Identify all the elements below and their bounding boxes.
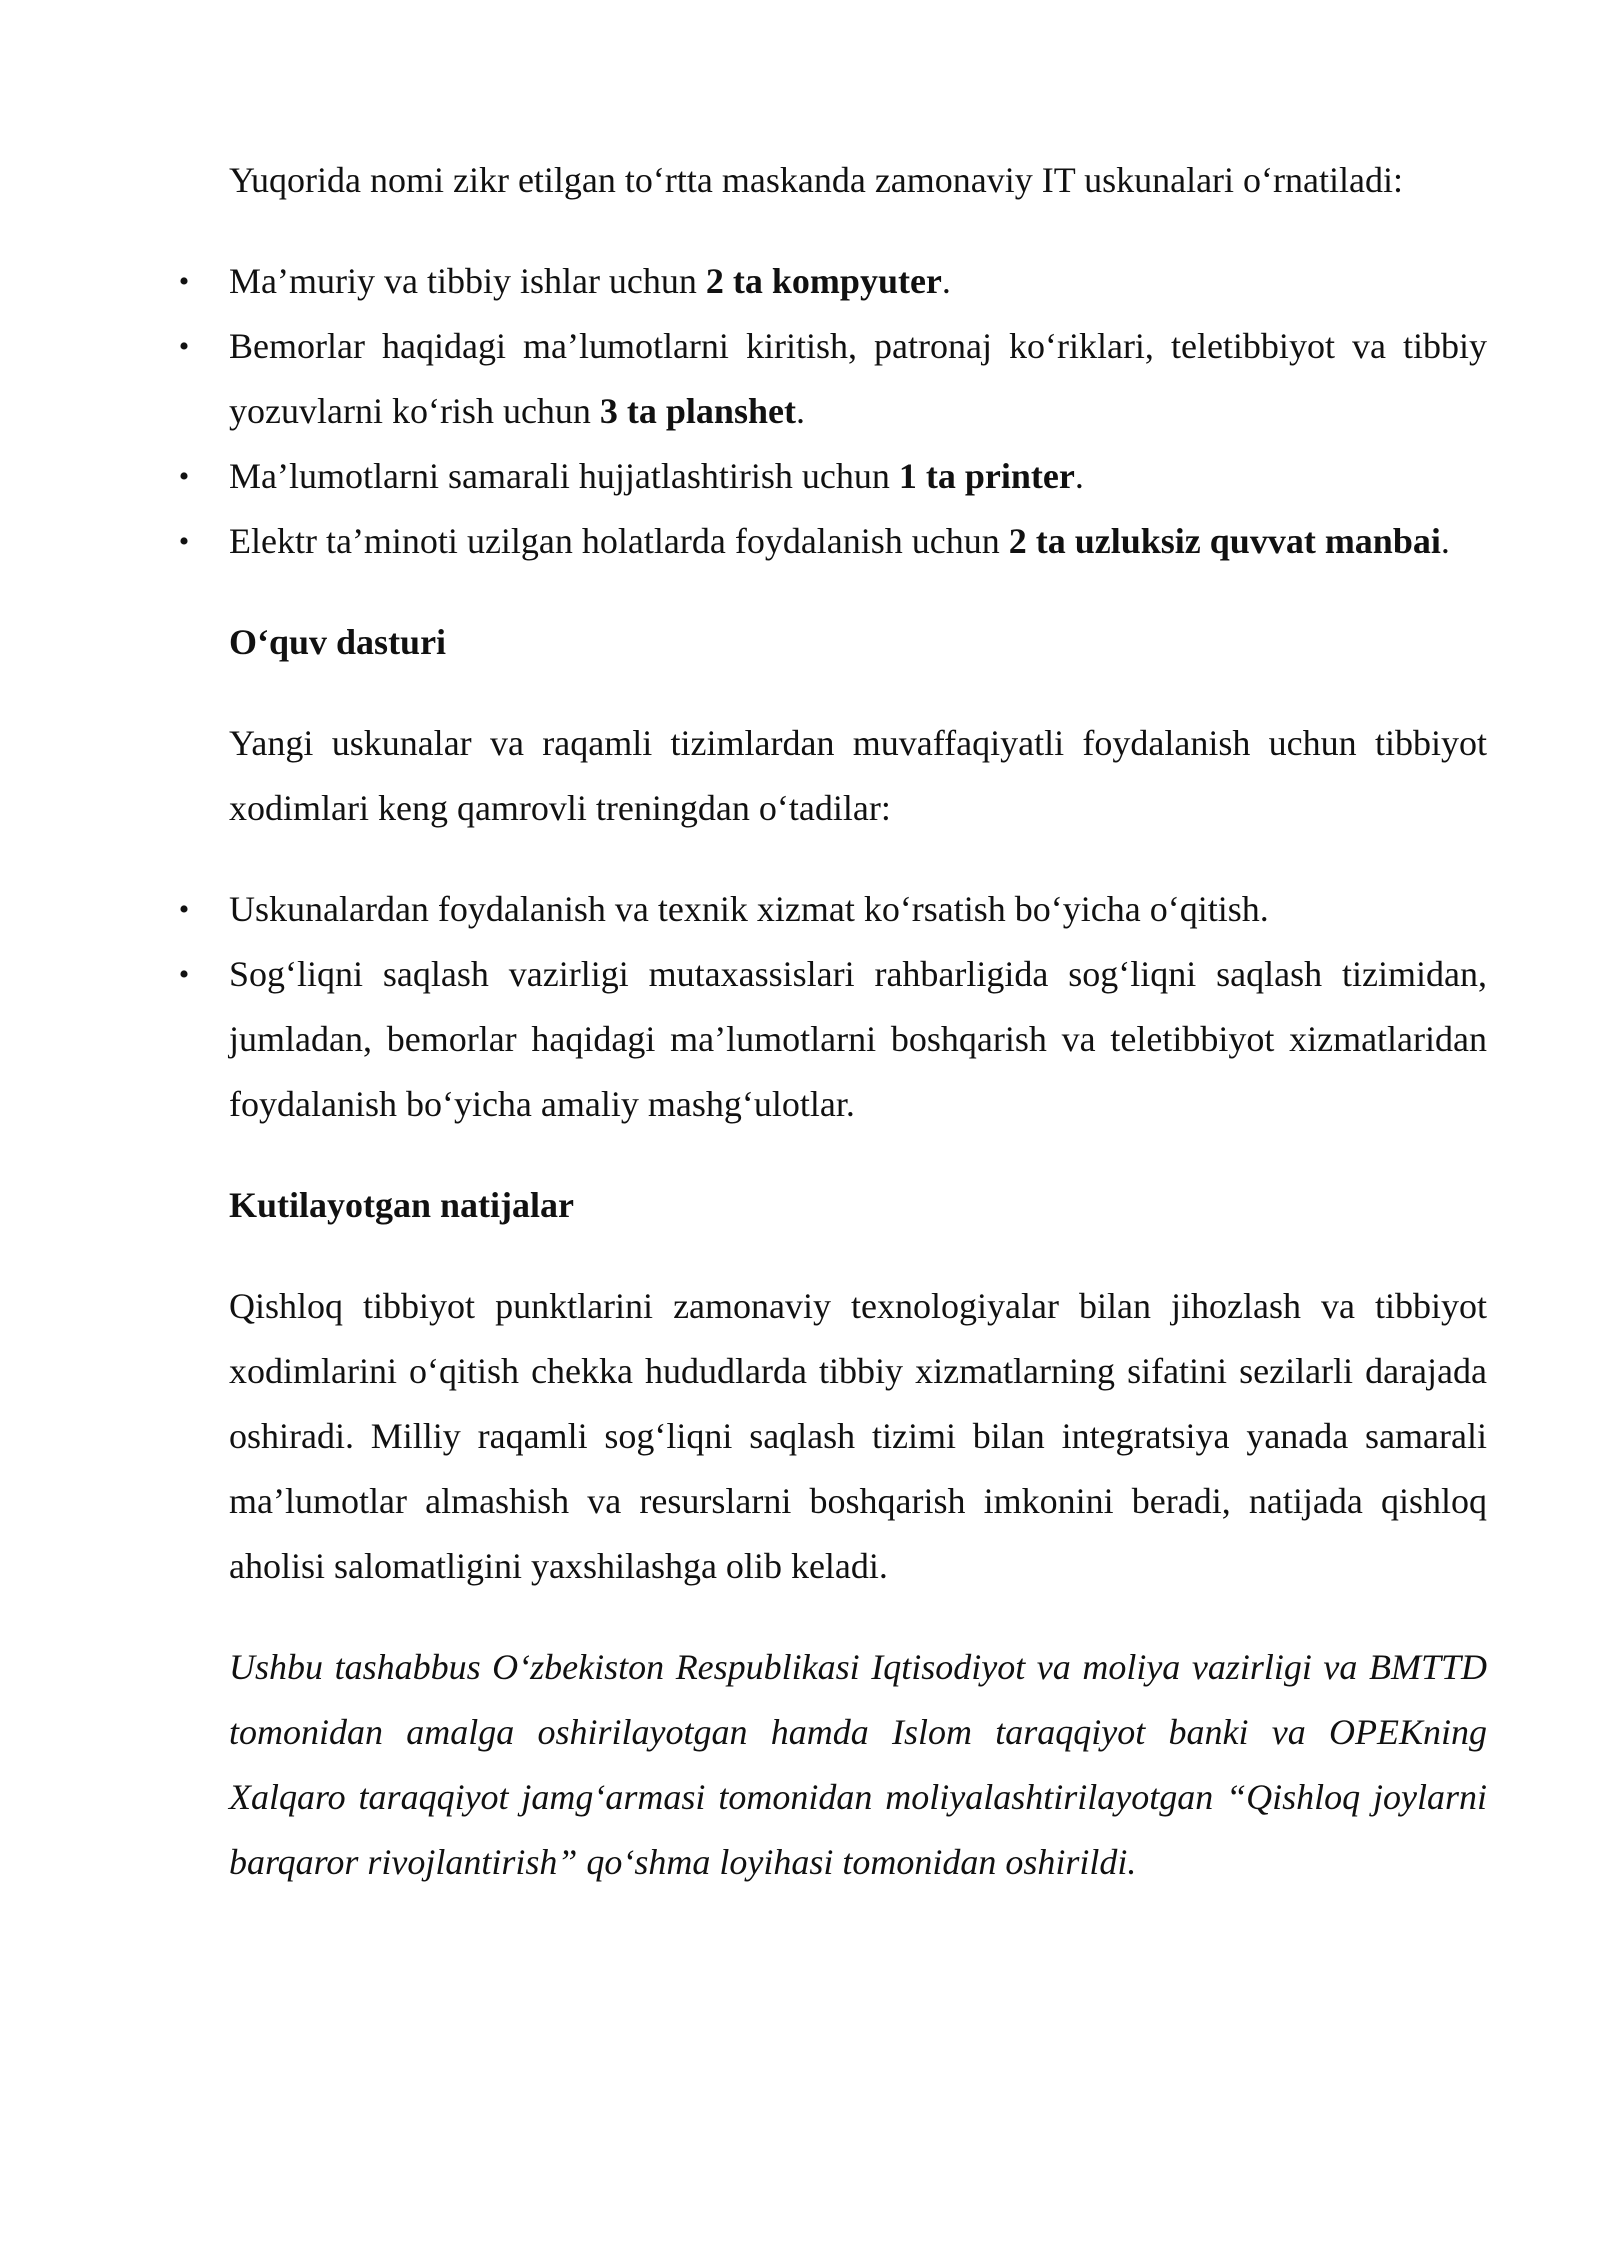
bullet-icon: •	[178, 958, 190, 991]
training-list	[178, 877, 1487, 1137]
document-body	[178, 148, 1487, 1895]
bullet-icon: •	[178, 525, 190, 558]
equipment-quantity: 2 ta kompyuter	[705, 261, 942, 301]
list-item: • Ma’lumotlarni samarali hujjatlashtirish uchun 1 ta printer.	[229, 444, 1487, 509]
bullet-icon: •	[178, 265, 190, 298]
equipment-quantity: 3 ta planshet	[599, 391, 796, 431]
equipment-list	[178, 249, 1487, 574]
list-item: • Sog‘liqni saqlash vazirligi mutaxassislari rahbarligida sog‘liqni saqlash tizimidan, jumladan, bemorlar haqidagi ma’lumotlarni boshqarish va teletibbiyot xizmatlaridan foydalanish bo‘yicha amaliy mashg‘ulotlar.	[229, 942, 1487, 1137]
list-item: • Bemorlar haqidagi ma’lumotlarni kiritish, patronaj ko‘riklari, teletibbiyot va tibbiy yozuvlarni ko‘rish uchun 3 ta planshet.	[229, 314, 1487, 444]
results-paragraph: Qishloq tibbiyot punktlarini zamonaviy texnologiyalar bilan jihozlash va tibbiyot xodimlarini o‘qitish chekka hududlarda tibbiy xizmatlarning sifatini sezilarli darajada oshiradi. Milliy raqamli sog‘liqni saqlash tizimi bilan integratsiya yanada samarali ma’lumotlar almashish va resurslarni boshqarish imkonini beradi, natijada qishloq aholisi salomatligini yaxshilashga olib keladi.	[229, 1286, 1487, 1586]
equipment-quantity: 2 ta uzluksiz quvvat manbai	[1008, 521, 1441, 561]
list-item: • Uskunalardan foydalanish va texnik xizmat ko‘rsatish bo‘yicha o‘qitish.	[229, 877, 1487, 942]
intro-paragraph: Yuqorida nomi zikr etilgan to‘rtta maskanda zamonaviy IT uskunalari o‘rnatiladi:	[229, 160, 1403, 200]
footer-note: Ushbu tashabbus O‘zbekiston Respublikasi Iqtisodiyot va moliya vazirligi va BMTTD tomonidan amalga oshirilayotgan hamda Islom taraqqiyot banki va OPEKning Xalqaro taraqqiyot jamg‘armasi tomonidan moliyalashtirilayotgan “Qishloq joylarni barqaror rivojlantirish” qo‘shma loyihasi tomonidan oshirildi.	[229, 1647, 1487, 1882]
bullet-icon: •	[178, 460, 190, 493]
list-item: • Elektr ta’minoti uzilgan holatlarda foydalanish uchun 2 ta uzluksiz quvvat manbai.	[229, 509, 1487, 574]
list-item: • Ma’muriy va tibbiy ishlar uchun 2 ta kompyuter.	[229, 249, 1487, 314]
bullet-icon: •	[178, 330, 190, 363]
training-heading: O‘quv dasturi	[229, 622, 447, 662]
training-paragraph: Yangi uskunalar va raqamli tizimlardan muvaffaqiyatli foydalanish uchun tibbiyot xodimlari keng qamrovli treningdan o‘tadilar:	[229, 723, 1487, 828]
bullet-icon: •	[178, 893, 190, 926]
results-heading: Kutilayotgan natijalar	[229, 1185, 575, 1225]
equipment-quantity: 1 ta printer	[898, 456, 1075, 496]
